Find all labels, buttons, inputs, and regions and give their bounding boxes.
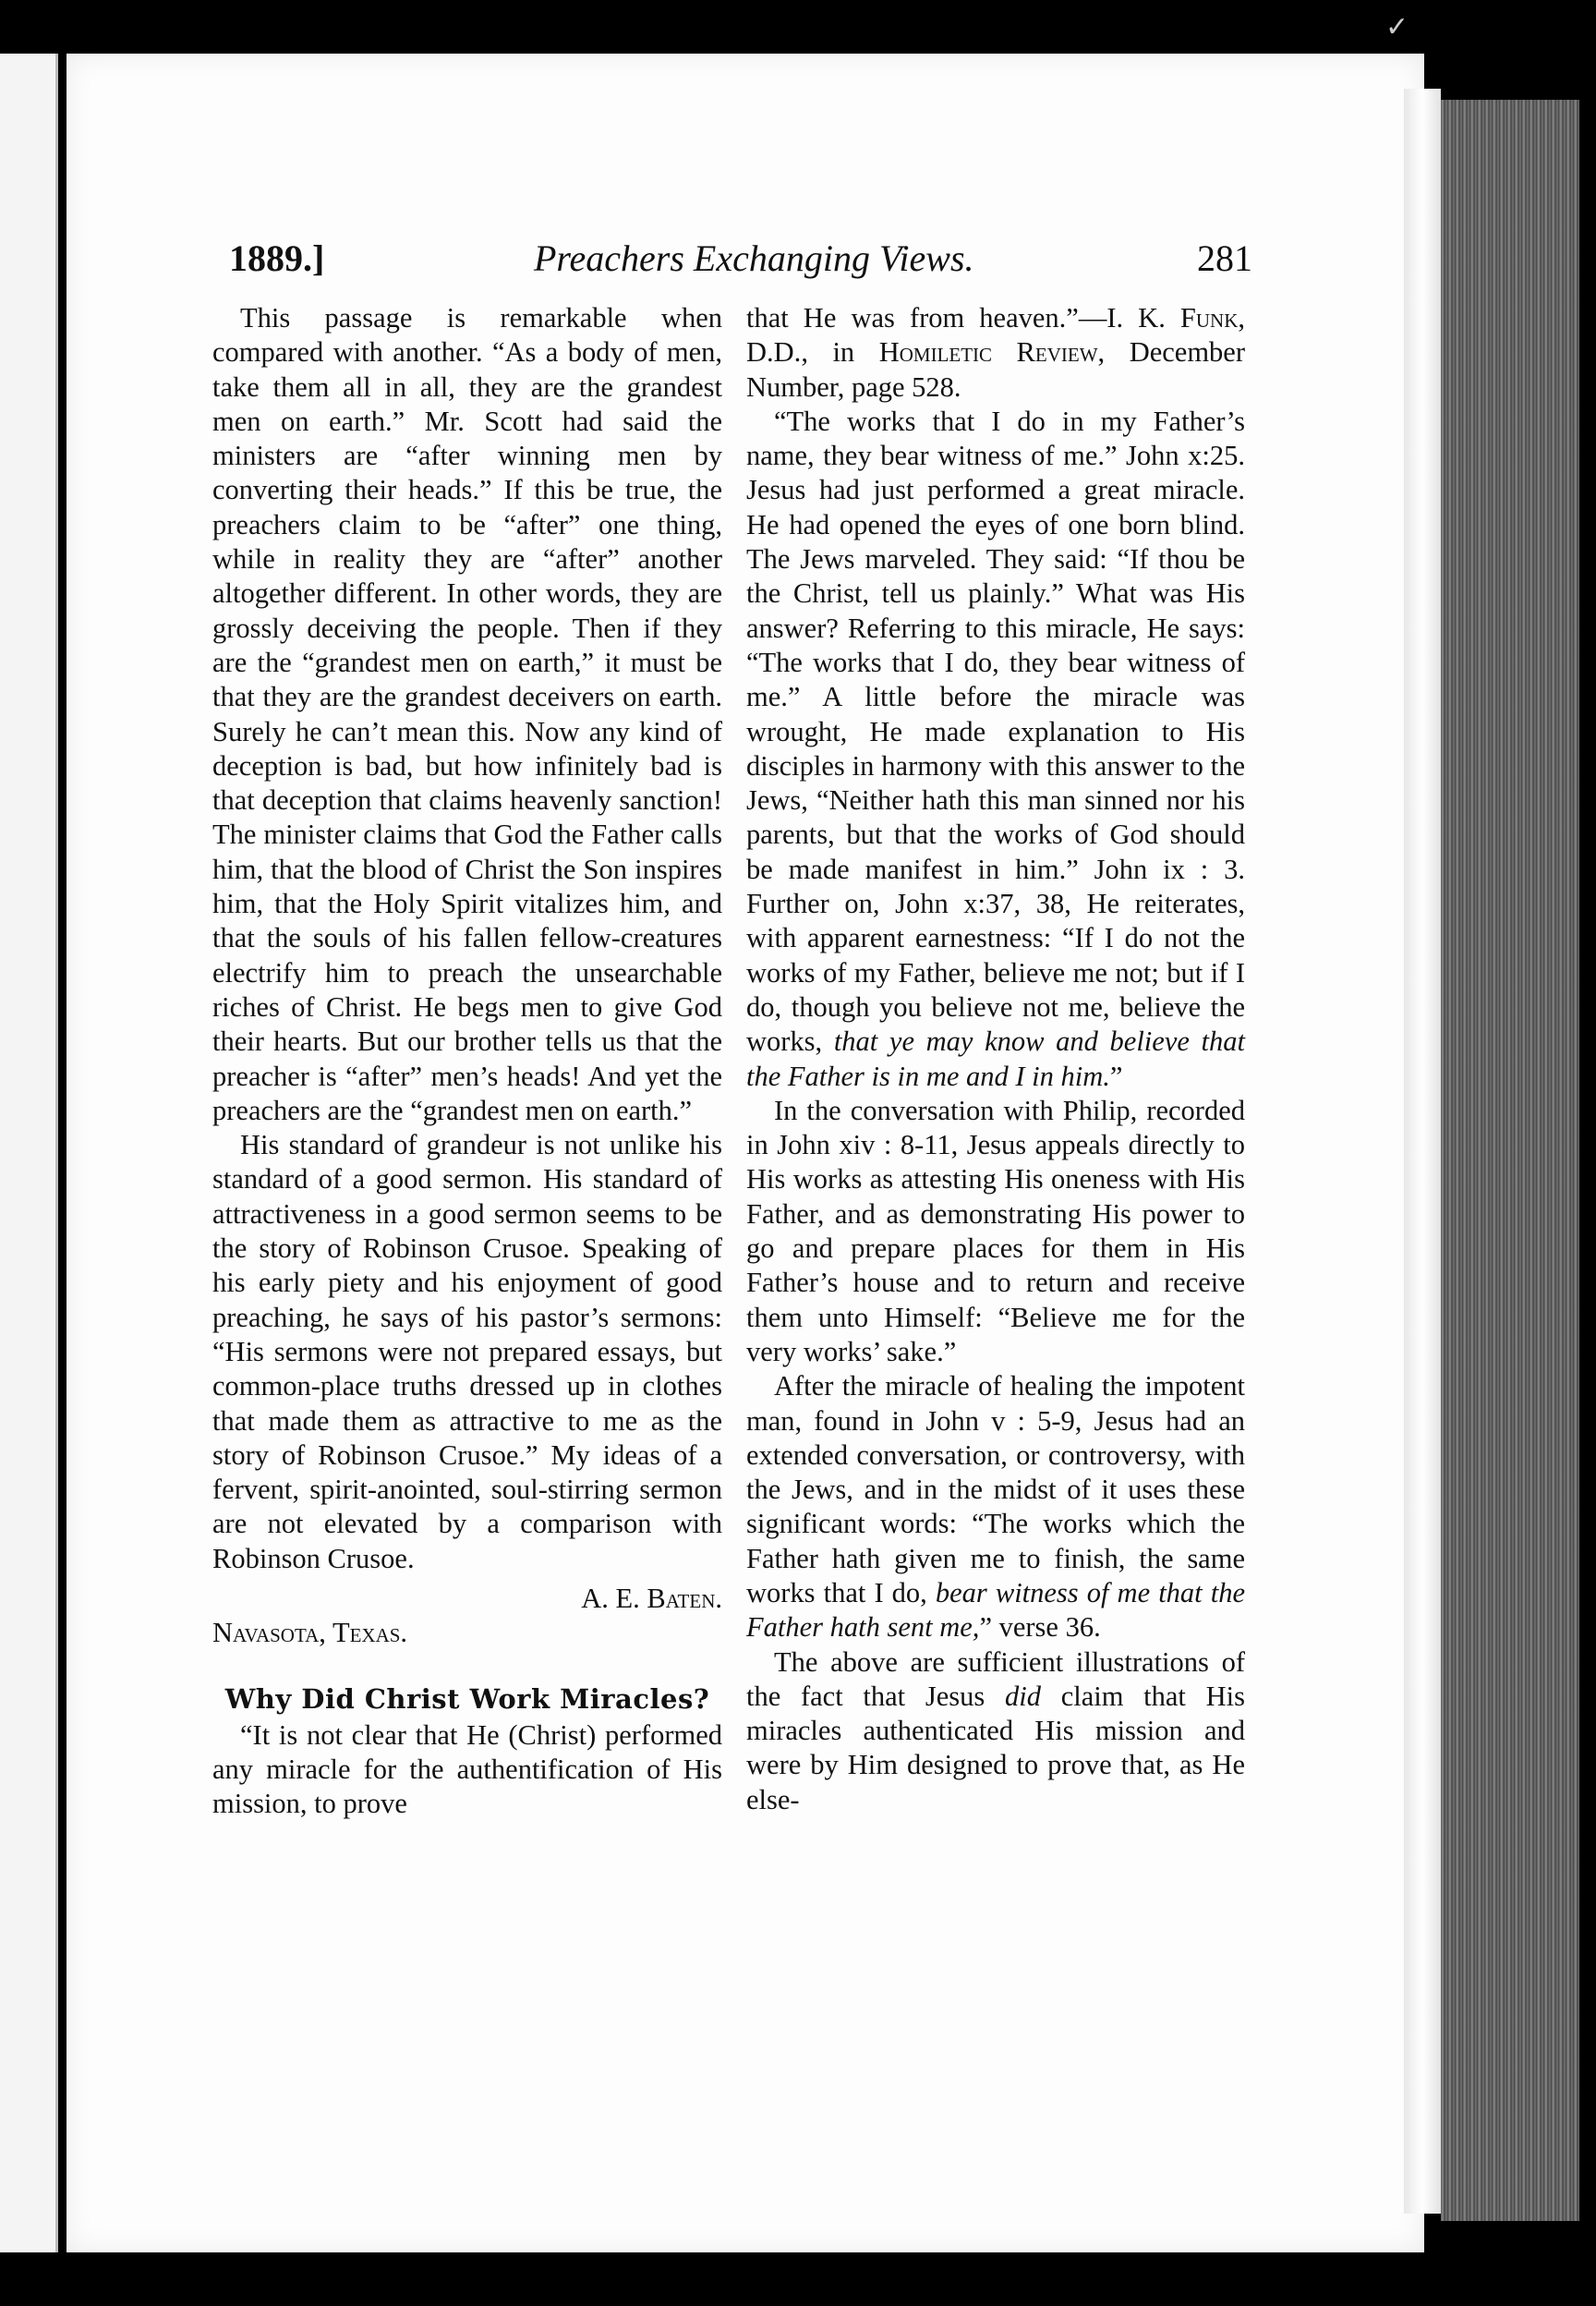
adjacent-page-edge [0,54,58,2252]
paragraph-italic: did [1004,1680,1041,1712]
running-head-title: Preachers Exchanging Views. [534,237,974,279]
paragraph: “It is not clear that He (Christ) performed any miracle for the authentification of His mission, to prove [212,1718,722,1820]
paragraph-text: After the miracle of healing the impotent man, found in John v : 5-9, Jesus had an extended conversation, or controversy, with the Jews, and in the midst of it uses these significant words: “The works which the Father hath given me to finish, the same works that I do, [746,1370,1245,1608]
right-column [746,301,1245,1817]
page-number: 281 [1197,237,1252,279]
paragraph [746,405,1245,1094]
running-head-year: 1889.] [229,237,325,279]
citation-end: , December Number, page 528. [746,336,1245,403]
paragraph-italic: that ye may know and believe that the Father is in me and I in him. [746,1026,1245,1092]
paragraph [746,1369,1245,1645]
author-signature: A. E. Baten. [581,1582,722,1614]
citation-journal: Homiletic Review [878,336,1098,369]
paragraph: His standard of grandeur is not unlike his standard of a good sermon. His standard of attractiveness in a good sermon seems to be the story of Robinson Crusoe. Speaking of his early piety and his enjoyment of good preaching, he says of his pastor’s sermons: “His sermons were not prepared essays, but common-place truths dressed up in clothes that made them as attractive to me as the story of Robinson Crusoe.” My ideas of a fervent, spirit-anointed, soul-stirring sermon are not elevated by a comparison with Robinson Crusoe. [212,1129,722,1574]
paragraph-italic: bear witness of me that the Father hath sent me, [746,1576,1245,1644]
author-place: Navasota, Texas. [212,1617,408,1649]
paragraph-text: claim that His miracles authenticated His mission and were by Him designed to prove that, as He else- [746,1680,1245,1815]
citation-mid: , in [801,336,879,369]
citation-paragraph [746,301,1245,405]
paragraph: This passage is remarkable when compared with another. “As a body of men, take them all in all, they are the grandest men on earth.” Mr. Scott had said the ministers are “after winning men by converting their heads.” If this be true, the preachers claim to be “after” one thing, while in reality they are “after” another altogether different. In other words, they are grossly deceiving the people. Then if they are the “grandest men on earth,” it must be that they are the grandest deceivers on earth. Surely he can’t mean this. Now any kind of deception is bad, but how infinitely bad is that deception that claims heavenly sanction! The minister claims that God the Father calls him, that the blood of Christ the Son inspires him, that the Holy Spirit vitalizes him, and that the souls of his fallen fellow-creatures electrify him to preach the unsearchable riches of Christ. He begs men to give God their hearts. But our brother tells us that the preacher is “after” men’s heads! And yet the preachers are the “grandest men on earth.” [212,302,722,1126]
pencil-mark-icon: ✓ [1385,11,1409,43]
page-gutter-shadow [1404,89,1441,2214]
paragraph-text: The above are sufficient illustrations of the fact that Jesus [746,1645,1245,1712]
citation-author: I. K. Funk, D.D. [746,302,1245,369]
left-column [212,301,722,1822]
paragraph: In the conversation with Philip, recorded in John xiv : 8-11, Jesus appeals directly to His works as attesting His oneness with His Father, and as demonstrating His power to go and prepare places for them in His Father’s house and to return and receive them unto Himself: “Believe me for the very works’ sake.” [746,1094,1245,1367]
paragraph-text: “The works that I do in my Father’s name, they bear witness of me.” John x:25. Jesus had just performed a great miracle. He had opened the eyes of one born blind. The Jews marveled. They said: “If thou be the Christ, tell us plainly.” What was His answer? Referring to this miracle, He says: “The works that I do, they bear witness of me.” A little before the miracle was wrought, He made explanation to His disciples in harmony with this answer to the Jews, “Neither hath this man sinned nor his parents, but that the works of God should be made manifest in him.” John ix : 3. Further on, John x:37, 38, He reiterates, with apparent earnestness: “If I do not the works of my Father, believe me not; but if I do, though you believe not me, believe the works, [746,405,1245,1058]
paragraph [746,1645,1245,1817]
book-page-stack [1441,100,1579,2221]
section-heading: Why Did Christ Work Miracles? [224,1682,710,1715]
paragraph-end: ” [1109,1060,1123,1092]
citation-text: that He was from heaven.”— [746,302,1107,334]
paragraph-end: ” verse 36. [979,1611,1101,1644]
running-head [229,237,1252,292]
